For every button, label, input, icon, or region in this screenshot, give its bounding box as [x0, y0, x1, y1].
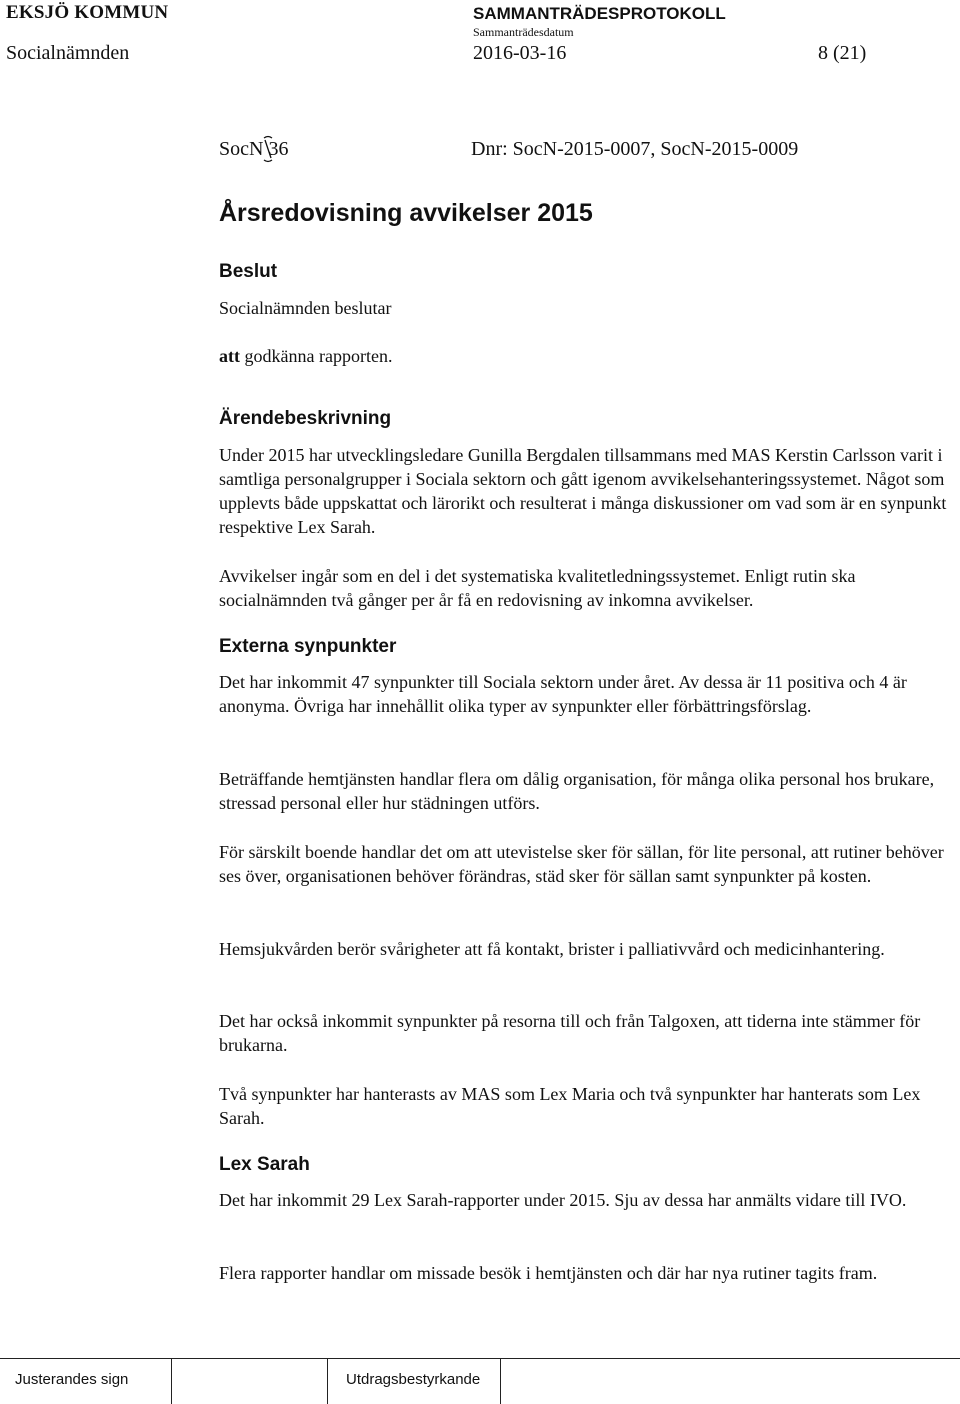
footer-rule [0, 1358, 960, 1359]
decision-text [219, 344, 949, 368]
decision-intro: Socialnämnden beslutar [219, 298, 392, 318]
lex-sarah-heading: Lex Sarah [219, 1154, 310, 1175]
footer-divider [171, 1358, 172, 1404]
description-paragraph: Avvikelser ingår som en del i det systematiska kvalitetledningssystemet. Enligt rutin ska socialnämnden två gånger per år få en redovisning av inkomna avvikelser. [219, 566, 856, 610]
footer-divider [500, 1358, 501, 1404]
description-paragraph: Under 2015 har utvecklingsledare Gunilla Bergdalen tillsammans med MAS Kerstin Carlsson varit i samtliga personalgrupper i Sociala sektorn och gått igenom avvikelsehanteringssystemet. Något som upplevts både uppskattat och lärorikt och resulterat i många diskussioner om vad som är en synpunkt respektive Lex Sarah. [219, 445, 947, 537]
att-word: att [219, 346, 240, 366]
extract-certification-label: Utdragsbestyrkande [346, 1371, 481, 1388]
external-paragraph: Hemsjukvården berör svårigheter att få kontakt, brister i palliativvård och medicinhantering. [219, 939, 885, 959]
lex-sarah-paragraph: Flera rapporter handlar om missade besök i hemtjänsten och där har nya rutiner tagits fram. [219, 1263, 878, 1283]
external-paragraph: Beträffande hemtjänsten handlar flera om dålig organisation, för många olika personal hos brukare, stressad personal eller hur städningen utförs. [219, 769, 935, 813]
footer-divider [327, 1358, 328, 1404]
external-paragraph: Två synpunkter har hanterasts av MAS som Lex Maria och två synpunkter har hanterats som Lex Sarah. [219, 1084, 921, 1128]
section-sign-icon [258, 134, 278, 164]
signature-label: Justerandes sign [15, 1371, 129, 1388]
external-paragraph: Det har också inkommit synpunkter på resorna till och från Talgoxen, att tiderna inte stämmer för brukarna. [219, 1011, 921, 1055]
description-heading: Ärendebeskrivning [219, 408, 392, 429]
page-number: 8 (21) [818, 42, 867, 64]
paragraph-number: SocN 36 [219, 138, 289, 160]
external-paragraph: Det har inkommit 47 synpunkter till Sociala sektorn under året. Av dessa är 11 positiva och 4 är anonyma. Övriga har innehållit olika typer av synpunkter eller förbättringsförslag. [219, 672, 907, 716]
meeting-date-label: Sammanträdesdatum [473, 25, 574, 39]
page-title: Årsredovisning avvikelser 2015 [219, 199, 593, 227]
organization-name: EKSJÖ KOMMUN [6, 2, 169, 23]
case-reference: Dnr: SocN-2015-0007, SocN-2015-0009 [471, 138, 799, 160]
decision-heading: Beslut [219, 261, 278, 282]
external-paragraph: För särskilt boende handlar det om att utevistelse sker för sällan, för lite personal, att rutiner behöver ses över, organisationen behöver förändras, städ sker för sällan samt synpunkter på kosten. [219, 842, 944, 886]
document-type: SAMMANTRÄDESPROTOKOLL [473, 4, 726, 23]
meeting-date: 2016-03-16 [473, 42, 567, 64]
department-name: Socialnämnden [6, 42, 130, 64]
lex-sarah-paragraph: Det har inkommit 29 Lex Sarah-rapporter under 2015. Sju av dessa har anmälts vidare till IVO. [219, 1190, 907, 1210]
external-heading: Externa synpunkter [219, 636, 397, 657]
decision-statement: godkänna rapporten. [240, 346, 393, 366]
